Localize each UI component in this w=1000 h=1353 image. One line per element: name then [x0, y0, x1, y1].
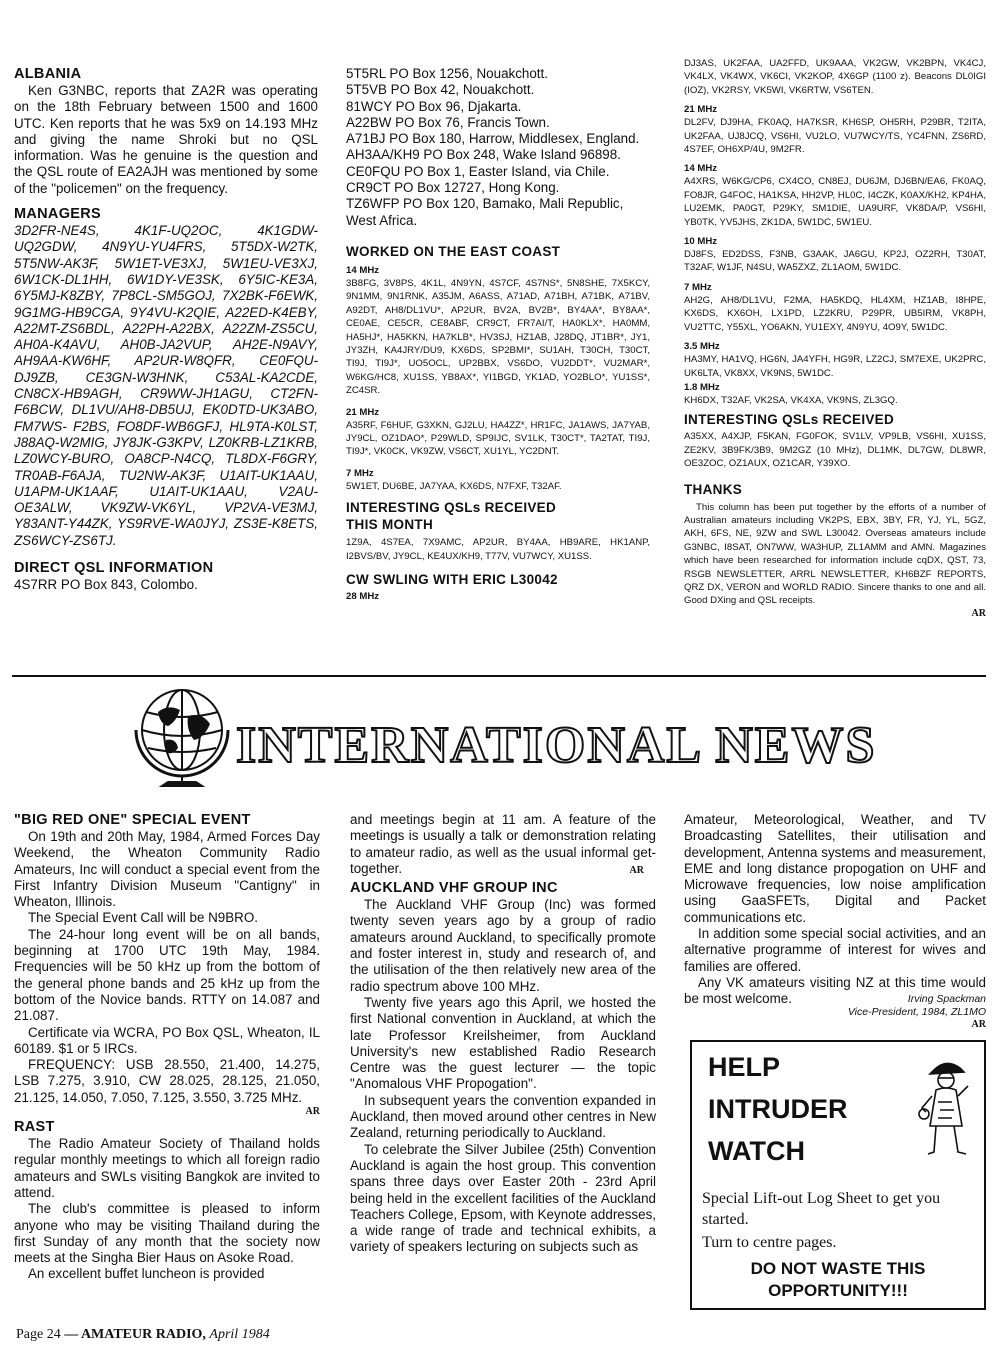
band-label: 1.8 MHz: [684, 381, 720, 393]
callsign-list: A35XX, A4XJP, F5KAN, FG0FOK, SV1LV, VP9LB, VS6HI, XU1SS, ZE2KV, 3B9FK/3B9, 9M2GZ (10 MHz), DL1MK, DL7GW, DL8WR, OE3ZOC, OZ1AUX, OZ1CAR, Y39XO.: [684, 431, 986, 470]
callsign-list: AH2G, AH8/DL1VU, F2MA, HA5KDQ, HL4XM, HZ1AB, I8HPE, KX6DS, KX6OH, LX1PD, LZ2KRU, P29PR, UB5IRM, VK8PH, VU2TTC, Y55XL, YO6AKN, YU1EXY, 4N9YU, 4O9Y, 5W1DC.: [684, 294, 986, 333]
callsign-list: KH6DX, T32AF, VK2SA, VK4XA, VK9NS, ZL3GQ.: [684, 394, 898, 406]
callsign-list: A35RF, F6HUF, G3XKN, GJ2LU, HA4ZZ*, HR1FC, JA1AWS, JA7YAB, JY9CL, OZ1DAO*, P29WLD, SP9IJC, SV1LK, T30CT*, TA2TAT, TI9J, TI9J*, VK0CK, VK9ZW, VS6CT, XU1YL, YC2DNT.: [346, 419, 650, 458]
managers-list: 3D2FR-NE4S, 4K1F-UQ2OC, 4K1GDW-UQ2GDW, 4N9YU-YU4FRS, 5T5DX-W2TK, 5T5NW-AK3F, 5W1ET-VE3XJ, 5W1EU-VE3XJ, 6W1CK-DL1HH, 6W1DY-VE3SK, 6Y5IC-KE3A, 6Y5MJ-K8ZBY, 7P8CL-SM5GOJ, 7X2BK-F6EWK, 9G1MG-HB9CGA, 9Y4VU-K2QIE, A22ED-K4EBY, A22MT-ZS6BDL, A22PH-A22BX, A22ZM-ZS5CU, AH0A-K4AVU, AH0B-JA2VUP, AH2E-N9AVY, AH9AA-KW6HF, AP2UR-W8QFR, CE0FQU-DJ9ZB, CE3GN-W3HNK, C53AL-KA2CDE, CN8CX-HB9AGH, CR9WW-JH1AGU, CT2FN-F6BCW, DL1VU/AH8-DB5UJ, EK0DTD-UK3ABO, FM7WS- F2BS, FO8DF-WB6GFJ, HL9TA-K0LST, J88AQ-W2MIG, JY8JK-G3KPV, LZ0KRB-LZ1KRB, LZ0WCY-BURO, OA8CP-N4CQ, TL8DX-F6GRY, TR0AB-F6AJA, TU2NW-AK3F, U1AIT-UK1AAU, U1APM-UK1AAF, U1AIT-UK1AAU, V2AU-OE3ALW, VK9ZW-VK6YL, VP2VA-VE3MJ, Y83ANT-Y44ZK, YS9RVE-WA0JYJ, ZS3E-K8ETS, ZS6WCY-ZS6TJ.: [14, 223, 318, 548]
intruder-title-watch: WATCH: [708, 1136, 805, 1166]
intruder-special-text: Special Lift-out Log Sheet to get you started.: [702, 1190, 941, 1228]
band-label: 28 MHz: [346, 591, 380, 603]
qsl-address: AH3AA/KH9 PO Box 248, Wake Island 96898.: [346, 147, 621, 163]
band-label: 10 MHz: [684, 236, 718, 248]
article-end-mark: AR: [305, 1106, 320, 1118]
intruder-cta-line1: DO NOT WASTE THIS: [750, 1259, 926, 1278]
article-paragraph: In subsequent years the convention expanded in Auckland, then moved around other centres in New Zealand, returning periodically to Auckland.: [350, 1092, 656, 1141]
page-footer: [16, 1326, 270, 1344]
article-paragraph: Amateur, Meteorological, Weather, and TV Broadcasting Satellites, their utilisation and development, Antenna systems and measurement, EME and long distance propogation on UHF and Microwave frequencies, low noise amplification using GaaSFETs, Digital and Packet communications etc.: [684, 812, 986, 925]
band-label: 21 MHz: [684, 104, 718, 116]
thanks-heading: THANKS: [684, 481, 743, 497]
article-paragraph: To celebrate the Silver Jubilee (25th) Convention Auckland is again the host group. This convention spans three days over Easter 20th - 23rd April being held in the excellent facilities of the Auckland Teachers College, Epsom, with Keynote addresses, a wide range of trade and technical exhibits, a variety of speakers lecturing on subjects such as: [350, 1141, 656, 1255]
intruder-title-help: HELP: [708, 1052, 781, 1082]
column-middle-bottom: [350, 812, 656, 1312]
article-paragraph: Certificate via WCRA, PO Box QSL, Wheaton, IL 60189. $1 or 5 IRCs.: [14, 1024, 320, 1056]
cw-swling-heading: CW SWLING WITH ERIC L30042: [346, 572, 558, 588]
callsign-list: 1Z9A, 4S7EA, 7X9AMC, AP2UR, BY4AA, HB9ARE, HK1ANP, I2BVS/BV, JY9CL, KE4UX/KH9, T77V, VU7WCY, XU1SS.: [346, 537, 650, 562]
article-paragraph: The Special Event Call will be N9BRO.: [28, 910, 258, 926]
qsl-address: 5T5VB PO Box 42, Nouakchott.: [346, 82, 535, 98]
callsign-list: DJ8FS, ED2DSS, F3NB, G3AAK, JA6GU, KP2J, OZ2RH, T30AT, T32AF, W1JF, N4SU, WA5ZXZ, ZL1AOM, 5W1DC.: [684, 249, 986, 274]
intruder-watch-box: [690, 1040, 986, 1310]
article-paragraph: On 19th and 20th May, 1984, Armed Forces Day Weekend, the Wheaton Community Radio Amateurs, Inc will conduct a special event from the First Infantry Division Museum "Cantigny" in Wheaton, Illinois.: [14, 829, 320, 910]
band-label: 7 MHz: [684, 281, 712, 293]
qsl-address: CR9CT PO Box 12727, Hong Kong.: [346, 180, 560, 196]
column-right-top: [684, 57, 986, 657]
article-paragraph: FREQUENCY: USB 28.550, 21.400, 14.275, LSB 7.275, 3.910, CW 28.025, 28.125, 21.050, 21.125, 14.050, 7.050, 7.125, 3.550, 3.725 MHz.: [14, 1057, 320, 1105]
interesting-received-heading: INTERESTING QSLs RECEIVED: [684, 412, 895, 428]
interesting-month-heading: INTERESTING QSLs RECEIVED THIS MONTH: [346, 500, 557, 533]
signature-name: Irving Spackman: [907, 992, 986, 1005]
article-paragraph: Twenty five years ago this April, we hosted the first National convention in Auckland, at which the late Professor Kreilsheimer, from Auckland University's new established Radio Research Centre was the guest lecturer — the topic "Anomalous VHF Propogation".: [350, 994, 656, 1092]
article-paragraph: and meetings begin at 11 am. A feature of the meetings is usually a talk or demonstration relating to amateur radio, as well as the usual informal get-together.: [350, 812, 656, 876]
east-coast-heading: WORKED ON THE EAST COAST: [346, 243, 561, 259]
direct-qsl-heading: DIRECT QSL INFORMATION: [14, 560, 214, 577]
callsign-list: 5W1ET, DU6BE, JA7YAA, KX6DS, N7FXF, T32AF.: [346, 480, 562, 492]
article-paragraph: Any VK amateurs visiting NZ at this time would be most welcome.: [684, 974, 986, 1007]
article-paragraph: The 24-hour long event will be on all bands, beginning at 1700 UTC 19th May, 1984. Frequencies will be 50 kHz up from the bottom of the general phone bands and 25 kHz up from the bottom of the Novice bands. RTTY on 14.087 and 21.087.: [14, 926, 320, 1024]
column-left-top: [14, 66, 318, 666]
qsl-address: 81WCY PO Box 96, Djakarta.: [346, 98, 522, 114]
qsl-address: TZ6WFP PO Box 120, Bamako, Mali Republic, West Africa.: [346, 196, 624, 228]
qsl-address: 5T5RL PO Box 1256, Nouakchott.: [346, 66, 548, 81]
footer-magazine: — AMATEUR RADIO,: [64, 1327, 206, 1342]
band-label: 7 MHz: [346, 467, 374, 479]
footer-page-number: Page 24: [16, 1327, 61, 1342]
qsl-address: A71BJ PO Box 180, Harrow, Middlesex, England.: [346, 131, 640, 147]
banner-title: INTERNATIONAL NEWS: [236, 717, 877, 774]
article-paragraph: The club's committee is pleased to inform anyone who may be visiting Thailand during the first Sunday of any month that the society now meets at the Singha Bier Haus on Asoke Road.: [14, 1201, 320, 1266]
intruder-turn-text: Turn to centre pages.: [702, 1234, 837, 1251]
callsign-list: HA3MY, HA1VQ, HG6N, JA4YFH, HG9R, LZ2CJ, SM7EXE, UK2PRC, UK6LTA, VK8XX, VK9NS, 5W1DC.: [684, 354, 986, 379]
intruder-title-intruder: INTRUDER: [708, 1094, 848, 1124]
band-label: 14 MHz: [346, 264, 380, 276]
qsl-address: 4S7RR PO Box 843, Colombo.: [14, 577, 198, 593]
managers-heading: MANAGERS: [14, 206, 101, 223]
article-end-mark: AR: [629, 865, 644, 877]
column-right-bottom: [684, 812, 986, 1038]
big-red-one-heading: "BIG RED ONE" SPECIAL EVENT: [14, 812, 251, 828]
callsign-list: 3B8FG, 3V8PS, 4K1L, 4N9YN, 4S7CF, 4S7NS*, 5N8SHE, 7X5KCY, 9N1MM, 9N1RNK, A35JM, A6ASS, A71AD, A71BH, A71BK, A71BV, A92DT, AH8/DL1VU*, AP2UR, BV2A, BV2B*, BY4AA*, BY8AA*, CE0AE, CE5CR, CE8ABF, CR9CT, FR7AI/T, HA0KLX*, HA0MM, HA5HJ*, HA5KKN, HA7KLB*, HV3SJ, HZ1AB, J28DQ, JT1BR*, JY1, JY3ZH, KA4JRY/DU9, KX6DS, SP2BMI*, SU1AH, T30CH, T30CT, TI9J, TI9J*, UO5OCL, UP2BBX, VS6DO, VU2DDT*, VU2MAR*, W6KG/HC8, XU1SS, YB8AX*, YI1BGD, YK1AD, YO2BLO*, YU1SS*, ZC4SR.: [346, 277, 650, 397]
detective-icon: [918, 1056, 974, 1160]
article-end-mark: AR: [971, 1018, 986, 1030]
callsign-list: DL2FV, DJ9HA, FK0AQ, HA7KSR, KH6SP, OH5RH, P29BR, T2ITA, UK2FAA, UJ8JCQ, VS6HI, VU2LO, VU7WCY/TS, YC4FNN, ZS6RD, 4S7EF, OH6XP/4U, 9M2FR.: [684, 117, 986, 156]
albania-heading: ALBANIA: [14, 66, 82, 82]
article-paragraph: The Auckland VHF Group (Inc) was formed twenty seven years ago by a group of radio amateurs around Auckland, to specifically promote and foster interest in, study and research of, and the utilisation of the then relatively new area of the radio spectrum above 100 MHz.: [350, 897, 656, 994]
callsign-list: DJ3AS, UK2FAA, UA2FFD, UK9AAA, VK2GW, VK2BPN, VK4CJ, VK4LX, VK4WX, VK6CI, VK2KOP, 4X6GP (1100 z). Beacons DL0IGI (IOZ), VK2RSY, VK5WI, VK6RTW, VS6TEN.: [684, 58, 986, 96]
albania-paragraph: Ken G3NBC, reports that ZA2R was operating on the 18th February between 1500 and 1600 UTC. Ken reports that he was 5x9 on 14.193 MHz and giving the name Shroki but no QSL information. Was he genuine is the question and the QSL route of EA2AJH was mentioned by some of the "policemen" on the frequency.: [14, 83, 318, 196]
column-middle-top: [346, 66, 650, 666]
footer-date: April 1984: [209, 1327, 270, 1342]
auckland-heading: AUCKLAND VHF GROUP INC: [350, 880, 558, 897]
article-paragraph: An excellent buffet luncheon is provided: [28, 1266, 265, 1282]
intruder-cta-line2: OPPORTUNITY!!!: [768, 1281, 908, 1300]
callsign-list: A4XRS, W6KG/CP6, CX4CO, CN8EJ, DU6JM, DJ6BN/EA6, FK0AQ, FO8JR, G4FOC, HA1KSA, HH2VP, HL0C, I4CZK, K0AX/KH2, KP4HA, LU2EMK, PA0GT, P29KY, SM1DIE, UA9URF, VK8DA/P, VS6HI, YB0TK, YV5JHS, ZK1DA, 5W1DC, 5W1EU.: [684, 176, 986, 228]
thanks-paragraph: This column has been put together by the efforts of a number of Australian amateurs including VK2PS, EBX, 3BY, FR, YJ, YL, 5GZ, AKH, 6FS, NE, 9ZW and SWL L30042. Overseas amateurs include G3NBC, I8SAT, ON7WW, WA3HUP, ZL1AMM and AMN. Magazines which have been researched for information include cqDX, QST, 73, RSGB NEWSLETTER, ARRL NEWSLETTER, KH6BZF REPORTS, QRZ DX, VERON and WORLD RADIO. Sincere thanks to one and all. Good DXing and QSL receipts.: [684, 501, 986, 607]
article-paragraph: In addition some special social activities, and an alternative programme of interest for wives and families are offered.: [684, 926, 986, 974]
qsl-address: A22BW PO Box 76, Francis Town.: [346, 114, 550, 130]
qsl-address: CE0FQU PO Box 1, Easter Island, via Chile.: [346, 163, 610, 179]
signature-title: Vice-President, 1984, ZL1MO: [847, 1005, 986, 1018]
section-divider: [12, 675, 986, 677]
article-paragraph: The Radio Amateur Society of Thailand holds regular monthly meetings to which all foreign radio amateurs and SWLs visiting Bangkok are invited to attend.: [14, 1136, 320, 1200]
band-label: 14 MHz: [684, 163, 718, 175]
column-left-bottom: [14, 812, 320, 1312]
globe-icon: [122, 682, 238, 794]
rast-heading: RAST: [14, 1119, 55, 1136]
band-label: 3.5 MHz: [684, 341, 720, 353]
article-end-mark: AR: [971, 607, 986, 619]
band-label: 21 MHz: [346, 406, 380, 418]
